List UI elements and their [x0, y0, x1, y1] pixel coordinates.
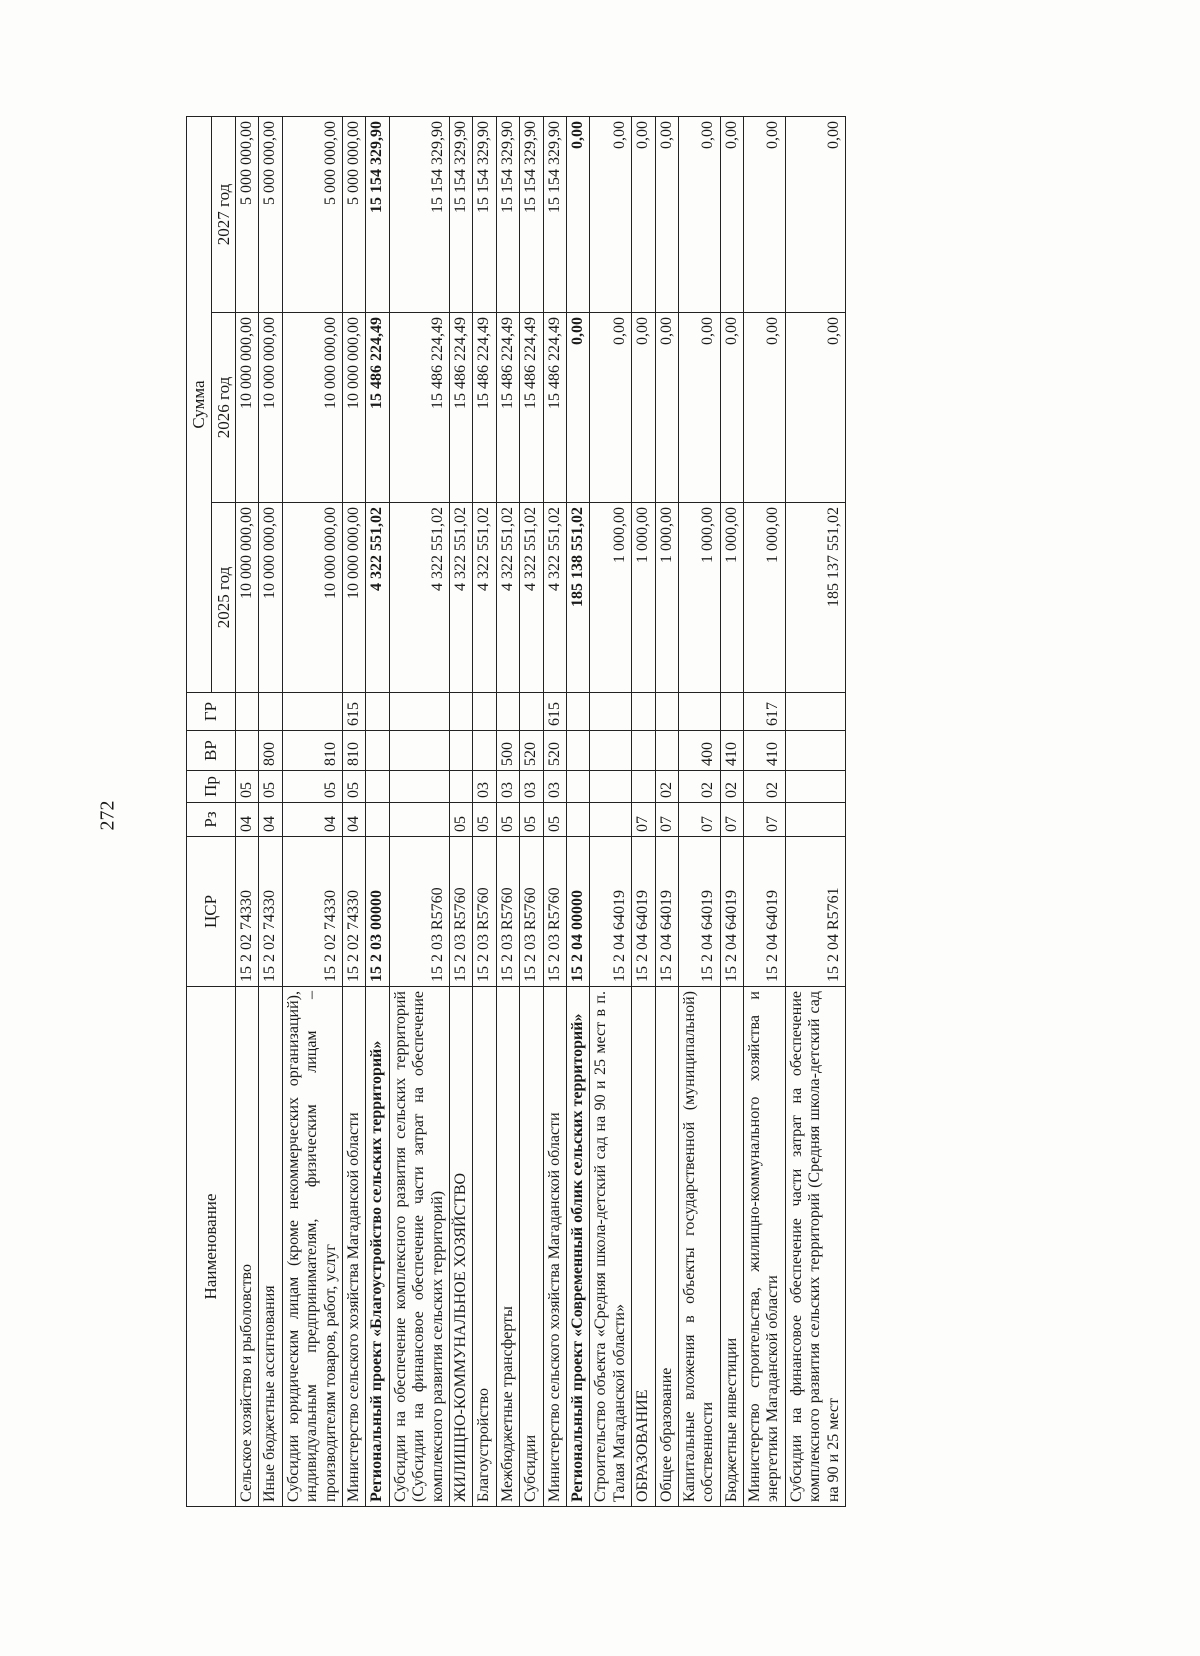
cell-gr	[720, 693, 743, 731]
cell-y2025: 4 322 551,02	[543, 503, 566, 693]
cell-vr	[236, 731, 259, 771]
cell-rz: 07	[720, 803, 743, 837]
cell-y2026: 15 486 224,49	[473, 313, 496, 503]
cell-pr	[366, 771, 389, 803]
table-row	[655, 117, 678, 1507]
cell-name: Субсидии на финансовое обеспечение части затрат на обеспечение комплексного развития сельских территорий (Средняя школа-детский сад на 90 и 25 мест	[785, 987, 845, 1507]
cell-vr	[389, 731, 449, 771]
header-sum: Сумма	[187, 117, 212, 693]
cell-y2025: 185 138 551,02	[566, 503, 589, 693]
cell-name: Министерство строительства, жилищно-коммунального хозяйства и энергетики Магаданской области	[744, 987, 786, 1507]
cell-y2027: 0,00	[655, 117, 678, 313]
cell-csr: 15 2 03 R5760	[543, 837, 566, 987]
table-row	[744, 117, 786, 1507]
cell-y2026: 15 486 224,49	[543, 313, 566, 503]
cell-y2025: 4 322 551,02	[496, 503, 519, 693]
cell-name: Субсидии на обеспечение комплексного развития сельских территорий (Субсидии на финансовое обеспечение части затрат на обеспечение комплексного развития сельских территорий)	[389, 987, 449, 1507]
cell-gr	[473, 693, 496, 731]
header-rz: Рз	[187, 803, 236, 837]
cell-y2025: 10 000 000,00	[259, 503, 282, 693]
cell-csr: 15 2 03 R5760	[520, 837, 543, 987]
cell-rz	[785, 803, 845, 837]
table-row	[720, 117, 743, 1507]
cell-y2027: 0,00	[632, 117, 655, 313]
cell-y2026: 15 486 224,49	[520, 313, 543, 503]
cell-y2025: 4 322 551,02	[389, 503, 449, 693]
cell-pr	[450, 771, 473, 803]
cell-y2025: 4 322 551,02	[366, 503, 389, 693]
cell-gr	[366, 693, 389, 731]
cell-y2025: 4 322 551,02	[520, 503, 543, 693]
cell-name: ЖИЛИЩНО-КОММУНАЛЬНОЕ ХОЗЯЙСТВО	[450, 987, 473, 1507]
cell-rz: 05	[450, 803, 473, 837]
cell-csr: 15 2 04 64019	[655, 837, 678, 987]
cell-csr: 15 2 04 64019	[678, 837, 720, 987]
cell-pr: 03	[496, 771, 519, 803]
cell-vr: 810	[282, 731, 342, 771]
cell-csr: 15 2 02 74330	[236, 837, 259, 987]
header-2026: 2026 год	[211, 313, 236, 503]
cell-rz: 05	[543, 803, 566, 837]
cell-gr	[785, 693, 845, 731]
cell-gr	[566, 693, 589, 731]
cell-y2026: 0,00	[720, 313, 743, 503]
cell-y2026: 10 000 000,00	[282, 313, 342, 503]
cell-gr	[520, 693, 543, 731]
cell-name: Сельское хозяйство и рыболовство	[236, 987, 259, 1507]
cell-y2027: 15 154 329,90	[389, 117, 449, 313]
cell-y2025: 1 000,00	[744, 503, 786, 693]
rotated-table-wrapper	[186, 117, 946, 1507]
cell-name: Общее образование	[655, 987, 678, 1507]
cell-name: Министерство сельского хозяйства Магаданской области	[343, 987, 366, 1507]
table-row	[496, 117, 519, 1507]
cell-pr: 02	[678, 771, 720, 803]
cell-vr	[785, 731, 845, 771]
cell-rz: 04	[282, 803, 342, 837]
cell-vr	[590, 731, 632, 771]
cell-y2027: 0,00	[678, 117, 720, 313]
table-row	[590, 117, 632, 1507]
cell-csr: 15 2 03 R5760	[450, 837, 473, 987]
cell-vr: 520	[520, 731, 543, 771]
cell-csr: 15 2 04 00000	[566, 837, 589, 987]
table-row	[785, 117, 845, 1507]
cell-y2025: 1 000,00	[590, 503, 632, 693]
cell-pr	[566, 771, 589, 803]
cell-y2027: 0,00	[785, 117, 845, 313]
cell-rz	[566, 803, 589, 837]
cell-vr: 400	[678, 731, 720, 771]
cell-y2025: 185 137 551,02	[785, 503, 845, 693]
cell-csr: 15 2 03 R5760	[389, 837, 449, 987]
table-row	[343, 117, 366, 1507]
cell-y2027: 5 000 000,00	[259, 117, 282, 313]
table-row	[543, 117, 566, 1507]
cell-name: Строительство объекта «Средняя школа-детский сад на 90 и 25 мест в п. Талая Магаданской области»	[590, 987, 632, 1507]
cell-name: Капитальные вложения в объекты государственной (муниципальной) собственности	[678, 987, 720, 1507]
cell-y2027: 15 154 329,90	[543, 117, 566, 313]
cell-pr: 05	[236, 771, 259, 803]
cell-gr	[236, 693, 259, 731]
header-2025: 2025 год	[211, 503, 236, 693]
cell-rz: 07	[744, 803, 786, 837]
cell-name: Региональный проект «Благоустройство сельских территорий»	[366, 987, 389, 1507]
table-row	[259, 117, 282, 1507]
cell-gr	[655, 693, 678, 731]
cell-rz: 05	[496, 803, 519, 837]
cell-vr	[632, 731, 655, 771]
cell-y2026: 15 486 224,49	[450, 313, 473, 503]
cell-y2026: 15 486 224,49	[496, 313, 519, 503]
cell-name: Бюджетные инвестиции	[720, 987, 743, 1507]
header-gr: ГР	[187, 693, 236, 731]
cell-vr: 520	[543, 731, 566, 771]
header-csr: ЦСР	[187, 837, 236, 987]
table-row	[282, 117, 342, 1507]
cell-vr	[473, 731, 496, 771]
cell-rz: 04	[236, 803, 259, 837]
table-header	[187, 117, 236, 1507]
cell-y2026: 15 486 224,49	[389, 313, 449, 503]
cell-vr: 410	[720, 731, 743, 771]
cell-vr	[655, 731, 678, 771]
cell-y2026: 0,00	[590, 313, 632, 503]
cell-pr: 03	[520, 771, 543, 803]
cell-pr	[785, 771, 845, 803]
cell-name: Иные бюджетные ассигнования	[259, 987, 282, 1507]
cell-vr	[366, 731, 389, 771]
cell-y2026: 10 000 000,00	[343, 313, 366, 503]
table-row	[566, 117, 589, 1507]
header-vr: ВР	[187, 731, 236, 771]
cell-vr: 800	[259, 731, 282, 771]
cell-csr: 15 2 04 64019	[720, 837, 743, 987]
table-row	[678, 117, 720, 1507]
cell-gr	[259, 693, 282, 731]
cell-y2027: 15 154 329,90	[520, 117, 543, 313]
cell-y2025: 10 000 000,00	[343, 503, 366, 693]
cell-y2027: 15 154 329,90	[496, 117, 519, 313]
cell-gr: 615	[343, 693, 366, 731]
cell-name: Межбюджетные трансферты	[496, 987, 519, 1507]
cell-name: Благоустройство	[473, 987, 496, 1507]
cell-y2026: 0,00	[785, 313, 845, 503]
cell-name: Министерство сельского хозяйства Магаданской области	[543, 987, 566, 1507]
cell-y2025: 10 000 000,00	[282, 503, 342, 693]
cell-csr: 15 2 04 R5761	[785, 837, 845, 987]
cell-name: ОБРАЗОВАНИЕ	[632, 987, 655, 1507]
table-row	[236, 117, 259, 1507]
cell-rz: 07	[632, 803, 655, 837]
table-row	[366, 117, 389, 1507]
cell-rz	[389, 803, 449, 837]
cell-gr	[632, 693, 655, 731]
cell-rz: 07	[678, 803, 720, 837]
cell-csr: 15 2 03 00000	[366, 837, 389, 987]
cell-csr: 15 2 04 64019	[590, 837, 632, 987]
table-row	[473, 117, 496, 1507]
cell-y2027: 0,00	[744, 117, 786, 313]
cell-csr: 15 2 03 R5760	[473, 837, 496, 987]
cell-rz: 07	[655, 803, 678, 837]
table-row	[389, 117, 449, 1507]
cell-y2027: 5 000 000,00	[236, 117, 259, 313]
cell-y2025: 4 322 551,02	[450, 503, 473, 693]
cell-y2025: 10 000 000,00	[236, 503, 259, 693]
budget-table	[186, 116, 846, 1507]
cell-rz: 05	[473, 803, 496, 837]
cell-vr	[566, 731, 589, 771]
cell-pr: 05	[343, 771, 366, 803]
cell-pr: 02	[744, 771, 786, 803]
cell-gr: 615	[543, 693, 566, 731]
cell-pr: 02	[655, 771, 678, 803]
cell-pr	[632, 771, 655, 803]
cell-csr: 15 2 02 74330	[259, 837, 282, 987]
cell-y2026: 0,00	[678, 313, 720, 503]
cell-vr: 810	[343, 731, 366, 771]
cell-name: Субсидии	[520, 987, 543, 1507]
cell-gr	[590, 693, 632, 731]
cell-y2027: 15 154 329,90	[366, 117, 389, 313]
cell-gr: 617	[744, 693, 786, 731]
cell-y2026: 0,00	[655, 313, 678, 503]
cell-gr	[678, 693, 720, 731]
cell-rz: 04	[343, 803, 366, 837]
cell-y2026: 10 000 000,00	[259, 313, 282, 503]
cell-y2025: 1 000,00	[632, 503, 655, 693]
cell-y2025: 1 000,00	[655, 503, 678, 693]
cell-csr: 15 2 02 74330	[282, 837, 342, 987]
cell-rz: 04	[259, 803, 282, 837]
cell-name: Субсидии юридическим лицам (кроме некоммерческих организаций), индивидуальным предпринимателям, физическим лицам – производителям товаров, работ, услуг	[282, 987, 342, 1507]
page-number: 272	[96, 800, 119, 831]
cell-vr: 500	[496, 731, 519, 771]
cell-gr	[282, 693, 342, 731]
cell-csr: 15 2 03 R5760	[496, 837, 519, 987]
cell-pr	[389, 771, 449, 803]
cell-y2025: 1 000,00	[678, 503, 720, 693]
cell-pr: 03	[473, 771, 496, 803]
cell-gr	[496, 693, 519, 731]
cell-pr	[590, 771, 632, 803]
cell-y2027: 0,00	[566, 117, 589, 313]
cell-y2026: 10 000 000,00	[236, 313, 259, 503]
cell-y2027: 5 000 000,00	[282, 117, 342, 313]
cell-y2027: 15 154 329,90	[450, 117, 473, 313]
cell-vr	[450, 731, 473, 771]
cell-vr: 410	[744, 731, 786, 771]
cell-y2025: 4 322 551,02	[473, 503, 496, 693]
table-row	[520, 117, 543, 1507]
cell-y2026: 0,00	[632, 313, 655, 503]
cell-pr: 05	[282, 771, 342, 803]
cell-y2027: 15 154 329,90	[473, 117, 496, 313]
cell-y2026: 0,00	[566, 313, 589, 503]
cell-csr: 15 2 04 64019	[744, 837, 786, 987]
table-row	[450, 117, 473, 1507]
cell-csr: 15 2 02 74330	[343, 837, 366, 987]
cell-gr	[389, 693, 449, 731]
cell-name: Региональный проект «Современный облик сельских территорий»	[566, 987, 589, 1507]
cell-y2026: 0,00	[744, 313, 786, 503]
cell-y2025: 1 000,00	[720, 503, 743, 693]
cell-y2027: 0,00	[720, 117, 743, 313]
cell-rz	[590, 803, 632, 837]
cell-csr: 15 2 04 64019	[632, 837, 655, 987]
header-pr: Пр	[187, 771, 236, 803]
table-row	[632, 117, 655, 1507]
cell-rz	[366, 803, 389, 837]
header-2027: 2027 год	[211, 117, 236, 313]
cell-y2027: 0,00	[590, 117, 632, 313]
header-name: Наименование	[187, 987, 236, 1507]
cell-pr: 05	[259, 771, 282, 803]
cell-gr	[450, 693, 473, 731]
table-body	[236, 117, 846, 1507]
cell-pr: 03	[543, 771, 566, 803]
cell-rz: 05	[520, 803, 543, 837]
cell-y2027: 5 000 000,00	[343, 117, 366, 313]
cell-y2026: 15 486 224,49	[366, 313, 389, 503]
cell-pr: 02	[720, 771, 743, 803]
